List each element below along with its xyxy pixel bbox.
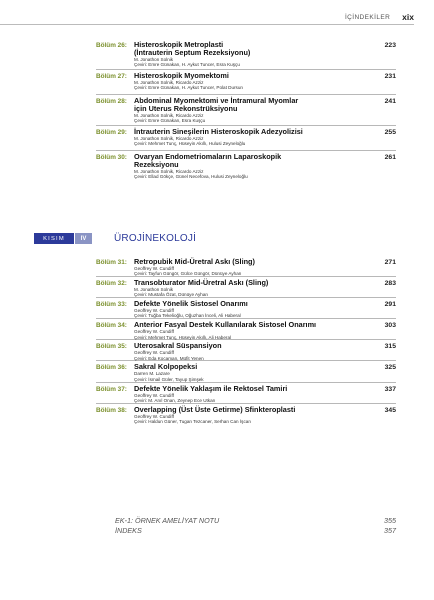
- index-page: 357: [384, 525, 396, 535]
- chapter-translators: Çeviri: Eda Kocaman, Müfit Yenen: [134, 355, 204, 361]
- chapter-title: için Uterus Rekonstrüksiyonu: [134, 104, 238, 113]
- chapter-body: [134, 300, 376, 318]
- chapter-page: 283: [384, 280, 396, 288]
- chapter-page: 337: [384, 385, 396, 393]
- chapter-translators: Çeviri: Tuğba Tekelioğlu, Oğuzhan İnceli, Ali Haberal: [134, 313, 241, 319]
- chapter-title: Sakral Kolpopeksi: [134, 362, 198, 372]
- chapter-translators: Çeviri: İsmail Güler, Tayup Şimşek: [134, 376, 204, 382]
- chapter-label: Bölüm 32:: [96, 280, 127, 288]
- appendix-title: EK-1: ÖRNEK AMELİYAT NOTU: [115, 516, 220, 525]
- chapter-body: [134, 385, 376, 403]
- part-number: IV: [75, 233, 92, 244]
- chapter-title: Defekte Yönelik Yaklaşım ile Rektosel Tamiri: [134, 383, 288, 393]
- chapter-label: Bölüm 35:: [96, 343, 127, 351]
- chapter-body: [134, 279, 376, 297]
- toc-entry[interactable]: [96, 151, 396, 182]
- chapter-page: 303: [384, 322, 396, 330]
- chapter-author: Geoffrey W. Cundiff: [134, 350, 174, 356]
- chapter-author: Geoffrey W. Cundiff: [134, 392, 174, 398]
- chapter-label: Bölüm 27:: [96, 73, 127, 80]
- toc-entry[interactable]: [96, 70, 396, 95]
- chapter-author: Geoffrey W. Cundiff: [134, 329, 174, 335]
- chapter-translators: Çeviri: Mehmet Tunç, Hüseyin Akıllı, Hulusi Zeyneloğlu: [134, 141, 246, 147]
- chapter-translators: Çeviri: Mustafa Özat, Dünüye Ayhan: [134, 292, 208, 298]
- chapter-page: 241: [384, 98, 396, 105]
- chapter-page: 315: [384, 343, 396, 351]
- chapter-author: M. Jonathon Solnik: [134, 57, 174, 62]
- chapter-page: 223: [384, 42, 396, 49]
- chapter-author: M. Jonathon Solnik, Ricardo Azziz: [134, 136, 204, 141]
- chapter-title: Histeroskopik Metroplasti: [134, 40, 224, 49]
- chapter-translators: Çeviri: Emre Günakan, H. Aykut Tuncer, Esra Kuşçu: [134, 62, 240, 68]
- chapter-title: (İntrauterin Septum Rezeksiyonu): [134, 48, 251, 57]
- chapter-page: 271: [384, 259, 396, 266]
- part-title: ÜROJİNEKOLOJİ: [114, 233, 197, 244]
- index-entry[interactable]: [115, 526, 396, 536]
- chapter-author: Geoffrey W. Cundiff: [134, 308, 174, 314]
- part-heading: [34, 233, 196, 244]
- chapter-author: M. Jonathon Solnik: [134, 287, 174, 293]
- toc-entry[interactable]: [96, 256, 396, 277]
- chapter-author: M. Jonathon Solnik, Ricardo Azziz: [134, 169, 204, 174]
- running-header-page-number: xix: [402, 12, 414, 22]
- chapter-translators: Çeviri: Ellad Gökçe, Günel Necefova, Hulusi Zeyneloğlu: [134, 174, 248, 180]
- chapter-title: Abdominal Myomektomi ve İntramural Myomlar: [134, 96, 299, 105]
- running-header-title: İÇİNDEKİLER: [344, 13, 391, 21]
- running-header: [345, 12, 414, 22]
- chapter-body: [134, 258, 376, 276]
- chapter-body: [134, 97, 376, 125]
- toc-section-1: [96, 39, 396, 182]
- chapter-label: Bölüm 33:: [96, 301, 127, 309]
- toc-entry[interactable]: [96, 126, 396, 151]
- chapter-label: Bölüm 28:: [96, 98, 127, 105]
- chapter-title: Ovaryan Endometriomaların Laparoskopik: [134, 152, 282, 161]
- chapter-body: [134, 342, 376, 360]
- chapter-title: Overlapping (Üst Üste Getirme) Sfinkteroplasti: [134, 404, 296, 414]
- chapter-body: [134, 72, 376, 94]
- part-label: KISIM: [34, 233, 74, 244]
- chapter-translators: Çeviri: M. Anıl Onan, Zeynep Ece Utkan: [134, 397, 216, 403]
- chapter-title: Retropubik Mid-Üretral Askı (Sling): [134, 257, 255, 266]
- chapter-page: 231: [384, 73, 396, 80]
- chapter-label: Bölüm 37:: [96, 385, 127, 393]
- toc-entry[interactable]: [96, 298, 396, 319]
- chapter-translators: Çeviri: Haldun Güner, Tugan Tezcaner, Serhan Can İşcan: [134, 418, 251, 424]
- chapter-body: [134, 406, 376, 425]
- chapter-body: [134, 363, 376, 381]
- toc-entry[interactable]: [96, 277, 396, 298]
- toc-entry[interactable]: [96, 340, 396, 361]
- chapter-body: [134, 41, 376, 69]
- chapter-title: Uterosakral Süspansiyon: [134, 341, 222, 351]
- chapter-body: [134, 128, 376, 150]
- chapter-page: 345: [384, 406, 396, 414]
- part-badge: [34, 233, 92, 244]
- chapter-author: M. Jonathon Solnik, Ricardo Azziz: [134, 80, 204, 85]
- chapter-translators: Çeviri: Emre Günakan, H. Aykut Tuncer, Polat Dursun: [134, 85, 243, 91]
- chapter-author: Geoffrey W. Cundiff: [134, 266, 174, 271]
- chapter-body: [134, 153, 376, 182]
- header-rule: [0, 24, 414, 25]
- chapter-label: Bölüm 38:: [96, 406, 127, 414]
- chapter-author: Darren M. Lazare: [134, 371, 170, 377]
- chapter-label: Bölüm 29:: [96, 129, 127, 136]
- toc-entry[interactable]: [96, 361, 396, 382]
- toc-section-2: [96, 256, 396, 425]
- appendix-page: 355: [384, 516, 396, 525]
- chapter-title: Rezeksiyonu: [134, 160, 179, 169]
- chapter-label: Bölüm 30:: [96, 154, 127, 161]
- chapter-author: Geoffrey W. Cundiff: [134, 413, 174, 419]
- toc-entry[interactable]: [96, 95, 396, 126]
- chapter-label: Bölüm 36:: [96, 364, 127, 372]
- chapter-translators: Çeviri: Mehmet Tunç, Hüseyin Akıllı, Ali Haberal: [134, 334, 232, 340]
- toc-entry[interactable]: [96, 383, 396, 404]
- chapter-title: Anterior Fasyal Destek Kullanılarak Sistosel Onarımı: [134, 320, 317, 330]
- chapter-title: Transobturator Mid-Üretral Askı (Sling): [134, 278, 269, 288]
- toc-entry[interactable]: [96, 404, 396, 425]
- chapter-page: 325: [384, 364, 396, 372]
- chapter-label: Bölüm 26:: [96, 42, 127, 49]
- chapter-body: [134, 321, 376, 339]
- index-title: İNDEKS: [115, 525, 142, 535]
- chapter-label: Bölüm 31:: [96, 259, 127, 266]
- appendix-entry[interactable]: [115, 516, 396, 526]
- chapter-title: Defekte Yönelik Sistosel Onarımı: [134, 299, 248, 309]
- chapter-page: 255: [384, 129, 396, 136]
- chapter-page: 261: [384, 154, 396, 161]
- chapter-translators: Çeviri: Emre Günakan, Esra Kuşçu: [134, 118, 206, 124]
- chapter-title: İntrauterin Sineşilerin Histeroskopik Adezyolizisi: [134, 127, 303, 136]
- appendix-list: [115, 516, 396, 535]
- chapter-translators: Çeviri: Tayfun Güngör, Gülce Güngör, Dünüye Ayhan: [134, 271, 242, 277]
- toc-entry[interactable]: [96, 39, 396, 70]
- chapter-title: Histeroskopik Myomektomi: [134, 71, 229, 80]
- chapter-label: Bölüm 34:: [96, 322, 127, 330]
- toc-entry[interactable]: [96, 319, 396, 340]
- chapter-page: 291: [384, 301, 396, 309]
- chapter-author: M. Jonathon Solnik, Ricardo Azziz: [134, 113, 204, 118]
